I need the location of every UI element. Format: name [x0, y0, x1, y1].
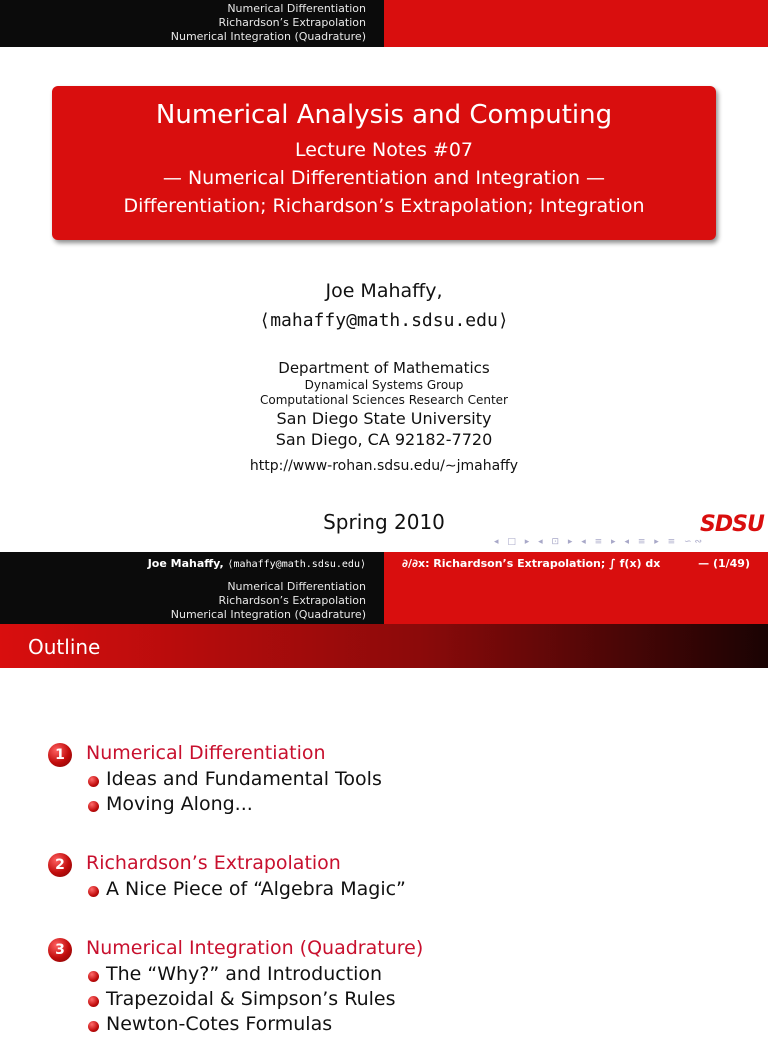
toc-subsection-title[interactable]: The “Why?” and Introduction — [106, 963, 383, 985]
page-counter: — (1/49) — [698, 557, 750, 570]
nav-item-richardsons-extrapolation[interactable]: Richardson’s Extrapolation — [218, 16, 366, 29]
toc-subsection-title[interactable]: Moving Along... — [106, 793, 253, 815]
presentation-title: Numerical Analysis and Computing — [155, 100, 613, 130]
bullet-icon — [88, 886, 99, 897]
sdsu-logo: SDSU — [700, 512, 764, 537]
address: San Diego, CA 92182-7720 — [275, 430, 493, 449]
nav-item-numerical-integration[interactable]: Numerical Integration (Quadrature) — [170, 30, 366, 43]
footer-author-name: Joe Mahaffy, — [147, 557, 224, 570]
footer-author — [148, 557, 366, 570]
university: San Diego State University — [276, 409, 492, 428]
slide1-footer — [0, 552, 768, 578]
author-name: Joe Mahaffy, — [325, 280, 443, 302]
footer-red-panel — [384, 552, 768, 578]
section-number-badge: 2 — [48, 853, 72, 877]
slide2-nav-item-numerical-integration[interactable]: Numerical Integration (Quadrature) — [170, 608, 366, 621]
footer-title: ∂/∂x: Richardson’s Extrapolation; ∫ f(x) dx — [402, 557, 661, 570]
title-block — [52, 86, 716, 240]
bullet-icon — [88, 971, 99, 982]
outline-heading: Outline — [28, 635, 101, 659]
slide2-nav-item-numerical-differentiation[interactable]: Numerical Differentiation — [227, 580, 366, 593]
slide2-header-dark — [0, 578, 384, 624]
toc-subsection-title[interactable]: Ideas and Fundamental Tools — [106, 768, 382, 790]
bullet-icon — [88, 776, 99, 787]
header-dark-panel — [0, 0, 384, 47]
toc-section-title[interactable]: Numerical Integration (Quadrature) — [86, 937, 424, 959]
slide1-header — [0, 0, 768, 47]
nav-item-numerical-differentiation[interactable]: Numerical Differentiation — [227, 2, 366, 15]
lecture-subtopics: Differentiation; Richardson’s Extrapolation; Integration — [123, 195, 645, 217]
research-group: Dynamical Systems Group — [304, 378, 464, 392]
toc-subsection-title[interactable]: A Nice Piece of “Algebra Magic” — [106, 878, 406, 900]
institution-block — [0, 358, 768, 450]
lecture-topic: — Numerical Differentiation and Integration — — [162, 167, 606, 189]
slide2-header-red — [384, 578, 768, 624]
outline-title-bar — [0, 624, 768, 668]
slide2-section-nav — [171, 580, 366, 622]
homepage-link[interactable]: http://www-rohan.sdsu.edu/∼jmahaffy — [249, 458, 519, 474]
section-number-badge: 3 — [48, 938, 72, 962]
toc-subsection-title[interactable]: Trapezoidal & Simpson’s Rules — [106, 988, 396, 1010]
footer-author-email: ⟨mahaffy@math.sdsu.edu⟩ — [227, 559, 366, 570]
footer-dark-panel — [0, 552, 384, 578]
slide2-header — [0, 578, 768, 624]
section-number-badge: 1 — [48, 743, 72, 767]
toc-section-title[interactable]: Numerical Differentiation — [86, 742, 326, 764]
slide2-nav-item-richardsons-extrapolation[interactable]: Richardson’s Extrapolation — [218, 594, 366, 607]
bullet-icon — [88, 996, 99, 1007]
section-nav — [171, 2, 366, 44]
author-email[interactable]: ⟨mahaffy@math.sdsu.edu⟩ — [259, 310, 509, 331]
bullet-icon — [88, 1021, 99, 1032]
toc-section-title[interactable]: Richardson’s Extrapolation — [86, 852, 341, 874]
toc-subsection-title[interactable]: Newton-Cotes Formulas — [106, 1013, 333, 1035]
beamer-navigation-icons[interactable]: ◂ □ ▸ ◂ ⊡ ▸ ◂ ≡ ▸ ◂ ≡ ▸ ≡ ∽∾ — [494, 537, 706, 547]
presentation-date: Spring 2010 — [323, 510, 445, 534]
research-center: Computational Sciences Research Center — [259, 393, 508, 407]
header-red-panel — [384, 0, 768, 47]
bullet-icon — [88, 801, 99, 812]
department: Department of Mathematics — [278, 359, 490, 377]
lecture-number: Lecture Notes #07 — [294, 139, 473, 161]
